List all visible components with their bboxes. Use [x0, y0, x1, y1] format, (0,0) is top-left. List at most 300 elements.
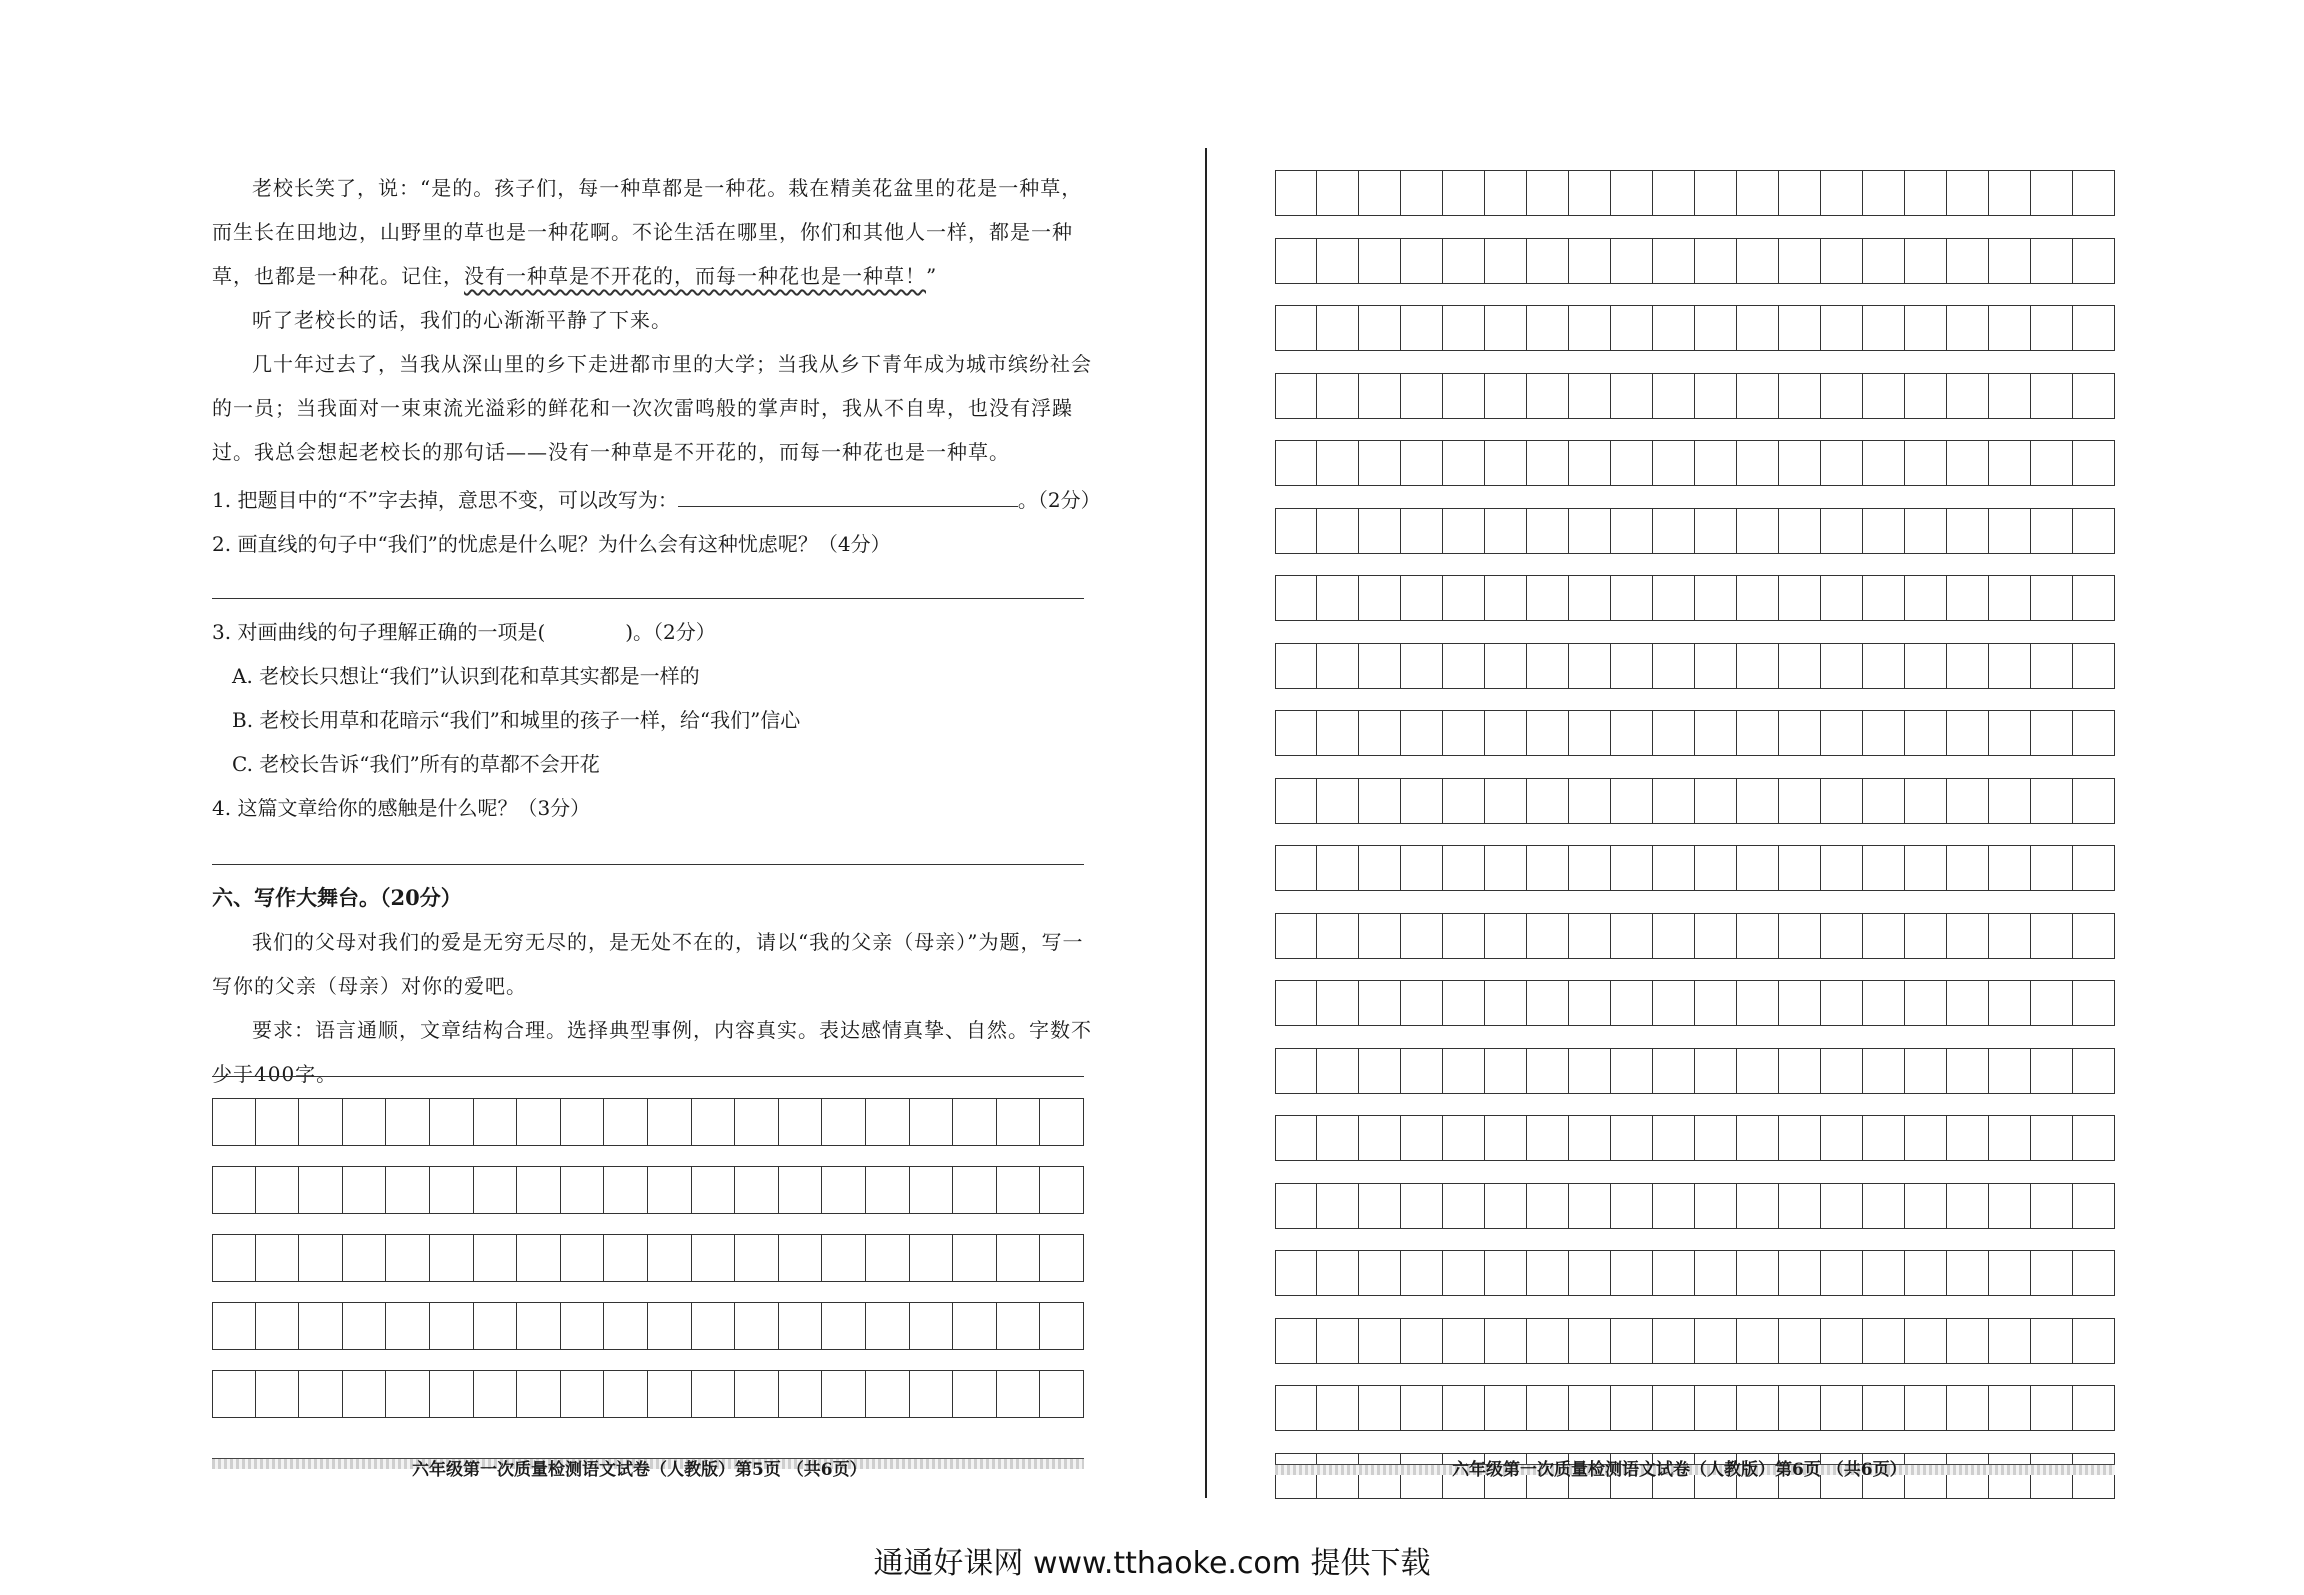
- grid-cell[interactable]: [1443, 306, 1485, 350]
- grid-cell[interactable]: [735, 1235, 779, 1281]
- grid-cell[interactable]: [1947, 644, 1989, 688]
- grid-cell[interactable]: [1695, 1049, 1737, 1093]
- grid-cell[interactable]: [1527, 1386, 1569, 1430]
- grid-cell[interactable]: [1695, 441, 1737, 485]
- grid-cell[interactable]: [1653, 1184, 1695, 1228]
- grid-cell[interactable]: [386, 1303, 430, 1349]
- grid-cell[interactable]: [1821, 846, 1863, 890]
- grid-cell[interactable]: [1737, 1251, 1779, 1295]
- grid-cell[interactable]: [779, 1303, 823, 1349]
- grid-cell[interactable]: [1569, 1184, 1611, 1228]
- grid-cell[interactable]: [1317, 576, 1359, 620]
- grid-cell[interactable]: [1989, 374, 2031, 418]
- grid-cell[interactable]: [866, 1167, 910, 1213]
- grid-cell[interactable]: [1695, 171, 1737, 215]
- grid-cell[interactable]: [822, 1167, 866, 1213]
- grid-cell[interactable]: [256, 1235, 300, 1281]
- grid-cell[interactable]: [1275, 171, 1317, 215]
- grid-cell[interactable]: [1989, 1251, 2031, 1295]
- grid-cell[interactable]: [1569, 171, 1611, 215]
- grid-cell[interactable]: [386, 1099, 430, 1145]
- grid-cell[interactable]: [1443, 846, 1485, 890]
- grid-cell[interactable]: [1737, 846, 1779, 890]
- grid-cell[interactable]: [1779, 374, 1821, 418]
- grid-cell[interactable]: [1275, 306, 1317, 350]
- grid-cell[interactable]: [1821, 711, 1863, 755]
- grid-cell[interactable]: [1485, 1319, 1527, 1363]
- grid-cell[interactable]: [1695, 1116, 1737, 1160]
- grid-cell[interactable]: [1401, 1049, 1443, 1093]
- grid-cell[interactable]: [1040, 1099, 1084, 1145]
- grid-cell[interactable]: [1737, 1116, 1779, 1160]
- grid-cell[interactable]: [1611, 1116, 1653, 1160]
- grid-cell[interactable]: [299, 1099, 343, 1145]
- grid-cell[interactable]: [604, 1371, 648, 1417]
- grid-cell[interactable]: [1275, 846, 1317, 890]
- grid-cell[interactable]: [910, 1099, 954, 1145]
- grid-cell[interactable]: [1821, 914, 1863, 958]
- grid-cell[interactable]: [517, 1167, 561, 1213]
- grid-cell[interactable]: [1737, 1049, 1779, 1093]
- grid-cell[interactable]: [430, 1099, 474, 1145]
- grid-cell[interactable]: [1485, 914, 1527, 958]
- grid-cell[interactable]: [1611, 306, 1653, 350]
- grid-cell[interactable]: [343, 1235, 387, 1281]
- grid-cell[interactable]: [386, 1235, 430, 1281]
- grid-cell[interactable]: [1863, 1386, 1905, 1430]
- grid-cell[interactable]: [1611, 1319, 1653, 1363]
- grid-cell[interactable]: [1821, 441, 1863, 485]
- grid-cell[interactable]: [1695, 374, 1737, 418]
- grid-cell[interactable]: [2073, 1049, 2115, 1093]
- grid-cell[interactable]: [1653, 1386, 1695, 1430]
- grid-cell[interactable]: [1653, 1251, 1695, 1295]
- grid-cell[interactable]: [1569, 239, 1611, 283]
- grid-cell[interactable]: [822, 1371, 866, 1417]
- grid-cell[interactable]: [1317, 509, 1359, 553]
- grid-cell[interactable]: [1359, 1251, 1401, 1295]
- grid-cell[interactable]: [1737, 914, 1779, 958]
- grid-cell[interactable]: [1611, 1049, 1653, 1093]
- grid-cell[interactable]: [1040, 1235, 1084, 1281]
- grid-cell[interactable]: [1989, 1454, 2031, 1498]
- grid-cell[interactable]: [256, 1167, 300, 1213]
- grid-cell[interactable]: [1401, 239, 1443, 283]
- grid-cell[interactable]: [1947, 1049, 1989, 1093]
- grid-cell[interactable]: [648, 1371, 692, 1417]
- grid-cell[interactable]: [2073, 1251, 2115, 1295]
- grid-cell[interactable]: [1695, 1251, 1737, 1295]
- grid-cell[interactable]: [1821, 981, 1863, 1025]
- grid-cell[interactable]: [1275, 914, 1317, 958]
- grid-cell[interactable]: [1821, 779, 1863, 823]
- grid-cell[interactable]: [299, 1303, 343, 1349]
- grid-cell[interactable]: [1275, 1319, 1317, 1363]
- grid-cell[interactable]: [1401, 981, 1443, 1025]
- grid-cell[interactable]: [1443, 711, 1485, 755]
- grid-cell[interactable]: [1359, 576, 1401, 620]
- grid-cell[interactable]: [1779, 306, 1821, 350]
- grid-cell[interactable]: [1779, 239, 1821, 283]
- grid-cell[interactable]: [822, 1235, 866, 1281]
- grid-cell[interactable]: [1653, 239, 1695, 283]
- grid-cell[interactable]: [1485, 1049, 1527, 1093]
- grid-cell[interactable]: [1443, 1116, 1485, 1160]
- grid-cell[interactable]: [1611, 914, 1653, 958]
- grid-cell[interactable]: [1989, 914, 2031, 958]
- grid-cell[interactable]: [648, 1235, 692, 1281]
- grid-cell[interactable]: [1569, 306, 1611, 350]
- grid-cell[interactable]: [1695, 1319, 1737, 1363]
- grid-cell[interactable]: [1275, 779, 1317, 823]
- grid-cell[interactable]: [1569, 981, 1611, 1025]
- grid-cell[interactable]: [1527, 1116, 1569, 1160]
- grid-cell[interactable]: [1569, 374, 1611, 418]
- grid-cell[interactable]: [1653, 1116, 1695, 1160]
- grid-cell[interactable]: [1653, 914, 1695, 958]
- grid-cell[interactable]: [692, 1167, 736, 1213]
- grid-cell[interactable]: [1317, 981, 1359, 1025]
- grid-cell[interactable]: [1989, 306, 2031, 350]
- grid-cell[interactable]: [997, 1167, 1041, 1213]
- grid-cell[interactable]: [343, 1167, 387, 1213]
- grid-cell[interactable]: [1653, 779, 1695, 823]
- grid-cell[interactable]: [1569, 576, 1611, 620]
- grid-cell[interactable]: [1821, 1116, 1863, 1160]
- grid-cell[interactable]: [1443, 1049, 1485, 1093]
- grid-cell[interactable]: [1275, 981, 1317, 1025]
- grid-cell[interactable]: [1611, 779, 1653, 823]
- grid-cell[interactable]: [517, 1303, 561, 1349]
- grid-cell[interactable]: [2031, 1251, 2073, 1295]
- grid-cell[interactable]: [1401, 1319, 1443, 1363]
- grid-cell[interactable]: [1569, 1386, 1611, 1430]
- grid-cell[interactable]: [1863, 1116, 1905, 1160]
- grid-cell[interactable]: [299, 1167, 343, 1213]
- grid-cell[interactable]: [1317, 239, 1359, 283]
- grid-cell[interactable]: [1317, 711, 1359, 755]
- answer-line-q2[interactable]: [212, 598, 1084, 599]
- grid-cell[interactable]: [1779, 1116, 1821, 1160]
- grid-cell[interactable]: [1275, 374, 1317, 418]
- grid-cell[interactable]: [1863, 239, 1905, 283]
- grid-cell[interactable]: [1401, 374, 1443, 418]
- grid-cell[interactable]: [1443, 441, 1485, 485]
- grid-cell[interactable]: [1401, 576, 1443, 620]
- grid-cell[interactable]: [1989, 239, 2031, 283]
- grid-cell[interactable]: [430, 1371, 474, 1417]
- grid-cell[interactable]: [1040, 1303, 1084, 1349]
- grid-cell[interactable]: [1569, 1049, 1611, 1093]
- grid-cell[interactable]: [1905, 1454, 1947, 1498]
- grid-cell[interactable]: [1653, 846, 1695, 890]
- grid-cell[interactable]: [1863, 711, 1905, 755]
- grid-cell[interactable]: [2031, 981, 2073, 1025]
- grid-cell[interactable]: [692, 1371, 736, 1417]
- grid-cell[interactable]: [1779, 1184, 1821, 1228]
- grid-cell[interactable]: [1317, 1251, 1359, 1295]
- grid-cell[interactable]: [2073, 981, 2115, 1025]
- grid-cell[interactable]: [648, 1099, 692, 1145]
- grid-cell[interactable]: [1275, 441, 1317, 485]
- grid-cell[interactable]: [1485, 509, 1527, 553]
- grid-cell[interactable]: [1359, 171, 1401, 215]
- grid-cell[interactable]: [1779, 779, 1821, 823]
- grid-cell[interactable]: [1947, 509, 1989, 553]
- grid-cell[interactable]: [474, 1099, 518, 1145]
- grid-cell[interactable]: [1947, 1251, 1989, 1295]
- grid-cell[interactable]: [2073, 1386, 2115, 1430]
- grid-cell[interactable]: [1695, 644, 1737, 688]
- grid-cell[interactable]: [1317, 1116, 1359, 1160]
- grid-cell[interactable]: [1653, 1319, 1695, 1363]
- grid-cell[interactable]: [1905, 981, 1947, 1025]
- grid-cell[interactable]: [1737, 509, 1779, 553]
- grid-cell[interactable]: [1863, 509, 1905, 553]
- grid-cell[interactable]: [430, 1235, 474, 1281]
- grid-cell[interactable]: [2073, 711, 2115, 755]
- grid-cell[interactable]: [1443, 644, 1485, 688]
- grid-cell[interactable]: [1905, 374, 1947, 418]
- grid-cell[interactable]: [1317, 1319, 1359, 1363]
- grid-cell[interactable]: [1275, 1386, 1317, 1430]
- grid-cell[interactable]: [1275, 576, 1317, 620]
- grid-cell[interactable]: [561, 1371, 605, 1417]
- grid-cell[interactable]: [1695, 981, 1737, 1025]
- grid-cell[interactable]: [1779, 1251, 1821, 1295]
- grid-cell[interactable]: [1905, 576, 1947, 620]
- grid-cell[interactable]: [1695, 306, 1737, 350]
- grid-cell[interactable]: [2073, 374, 2115, 418]
- grid-cell[interactable]: [1905, 1049, 1947, 1093]
- grid-cell[interactable]: [2031, 171, 2073, 215]
- grid-cell[interactable]: [1653, 644, 1695, 688]
- grid-cell[interactable]: [1359, 846, 1401, 890]
- grid-cell[interactable]: [561, 1167, 605, 1213]
- grid-cell[interactable]: [1947, 171, 1989, 215]
- grid-cell[interactable]: [1317, 644, 1359, 688]
- grid-cell[interactable]: [1485, 1386, 1527, 1430]
- grid-cell[interactable]: [1317, 306, 1359, 350]
- grid-cell[interactable]: [212, 1303, 256, 1349]
- grid-cell[interactable]: [1737, 306, 1779, 350]
- grid-cell[interactable]: [604, 1235, 648, 1281]
- grid-cell[interactable]: [1905, 1386, 1947, 1430]
- writing-grid-page-6[interactable]: [1275, 170, 2115, 1520]
- grid-cell[interactable]: [1905, 711, 1947, 755]
- grid-cell[interactable]: [1737, 711, 1779, 755]
- grid-cell[interactable]: [1401, 711, 1443, 755]
- grid-cell[interactable]: [1317, 1049, 1359, 1093]
- grid-cell[interactable]: [779, 1235, 823, 1281]
- grid-cell[interactable]: [1527, 509, 1569, 553]
- grid-cell[interactable]: [1947, 374, 1989, 418]
- grid-cell[interactable]: [1485, 576, 1527, 620]
- grid-cell[interactable]: [997, 1099, 1041, 1145]
- grid-cell[interactable]: [1401, 1184, 1443, 1228]
- answer-blank-q1[interactable]: [678, 478, 1018, 507]
- grid-cell[interactable]: [1485, 1184, 1527, 1228]
- grid-cell[interactable]: [1737, 779, 1779, 823]
- grid-cell[interactable]: [561, 1099, 605, 1145]
- grid-cell[interactable]: [1317, 1184, 1359, 1228]
- grid-cell[interactable]: [1653, 441, 1695, 485]
- grid-cell[interactable]: [1947, 306, 1989, 350]
- grid-cell[interactable]: [1401, 1251, 1443, 1295]
- grid-cell[interactable]: [1485, 779, 1527, 823]
- grid-cell[interactable]: [1821, 1184, 1863, 1228]
- grid-cell[interactable]: [648, 1303, 692, 1349]
- grid-cell[interactable]: [430, 1167, 474, 1213]
- grid-cell[interactable]: [1359, 779, 1401, 823]
- grid-cell[interactable]: [1905, 1116, 1947, 1160]
- grid-cell[interactable]: [1947, 1386, 1989, 1430]
- grid-cell[interactable]: [1527, 441, 1569, 485]
- grid-cell[interactable]: [1863, 441, 1905, 485]
- grid-cell[interactable]: [1947, 981, 1989, 1025]
- grid-cell[interactable]: [1989, 1049, 2031, 1093]
- grid-cell[interactable]: [779, 1167, 823, 1213]
- grid-cell[interactable]: [1905, 306, 1947, 350]
- grid-cell[interactable]: [1989, 711, 2031, 755]
- grid-cell[interactable]: [1527, 914, 1569, 958]
- grid-cell[interactable]: [1905, 239, 1947, 283]
- grid-cell[interactable]: [692, 1235, 736, 1281]
- answer-line-q4[interactable]: [212, 864, 1084, 865]
- grid-cell[interactable]: [343, 1303, 387, 1349]
- grid-cell[interactable]: [2073, 1319, 2115, 1363]
- grid-cell[interactable]: [1863, 846, 1905, 890]
- grid-cell[interactable]: [1401, 306, 1443, 350]
- grid-cell[interactable]: [1611, 171, 1653, 215]
- grid-cell[interactable]: [1947, 846, 1989, 890]
- grid-cell[interactable]: [1695, 1184, 1737, 1228]
- grid-cell[interactable]: [2031, 779, 2073, 823]
- grid-cell[interactable]: [474, 1235, 518, 1281]
- grid-cell[interactable]: [212, 1235, 256, 1281]
- grid-cell[interactable]: [1401, 779, 1443, 823]
- grid-cell[interactable]: [1947, 711, 1989, 755]
- grid-cell[interactable]: [1779, 1049, 1821, 1093]
- grid-cell[interactable]: [343, 1099, 387, 1145]
- grid-cell[interactable]: [1443, 981, 1485, 1025]
- grid-cell[interactable]: [735, 1167, 779, 1213]
- grid-cell[interactable]: [1863, 779, 1905, 823]
- grid-cell[interactable]: [1359, 374, 1401, 418]
- grid-cell[interactable]: [1275, 239, 1317, 283]
- grid-cell[interactable]: [1611, 644, 1653, 688]
- grid-cell[interactable]: [517, 1235, 561, 1281]
- grid-cell[interactable]: [953, 1099, 997, 1145]
- grid-cell[interactable]: [1989, 981, 2031, 1025]
- grid-cell[interactable]: [1863, 1251, 1905, 1295]
- grid-cell[interactable]: [1737, 171, 1779, 215]
- grid-cell[interactable]: [1863, 306, 1905, 350]
- grid-cell[interactable]: [1401, 846, 1443, 890]
- grid-cell[interactable]: [1485, 1116, 1527, 1160]
- grid-cell[interactable]: [866, 1303, 910, 1349]
- grid-cell[interactable]: [1947, 1184, 1989, 1228]
- grid-cell[interactable]: [1485, 239, 1527, 283]
- grid-cell[interactable]: [1611, 374, 1653, 418]
- grid-cell[interactable]: [212, 1371, 256, 1417]
- grid-cell[interactable]: [1989, 1386, 2031, 1430]
- grid-cell[interactable]: [1821, 1386, 1863, 1430]
- grid-cell[interactable]: [1653, 1049, 1695, 1093]
- grid-cell[interactable]: [1611, 1251, 1653, 1295]
- grid-cell[interactable]: [2031, 1386, 2073, 1430]
- grid-cell[interactable]: [1401, 914, 1443, 958]
- grid-cell[interactable]: [1905, 779, 1947, 823]
- grid-cell[interactable]: [1275, 1116, 1317, 1160]
- grid-cell[interactable]: [735, 1303, 779, 1349]
- grid-cell[interactable]: [1905, 1251, 1947, 1295]
- grid-cell[interactable]: [1527, 1184, 1569, 1228]
- grid-cell[interactable]: [1359, 306, 1401, 350]
- grid-cell[interactable]: [1485, 711, 1527, 755]
- grid-cell[interactable]: [1737, 374, 1779, 418]
- grid-cell[interactable]: [1863, 914, 1905, 958]
- grid-cell[interactable]: [1317, 374, 1359, 418]
- grid-cell[interactable]: [1737, 981, 1779, 1025]
- grid-cell[interactable]: [1611, 981, 1653, 1025]
- grid-cell[interactable]: [2031, 441, 2073, 485]
- grid-cell[interactable]: [2031, 1116, 2073, 1160]
- grid-cell[interactable]: [1947, 779, 1989, 823]
- grid-cell[interactable]: [1527, 846, 1569, 890]
- grid-cell[interactable]: [1989, 779, 2031, 823]
- grid-cell[interactable]: [1947, 441, 1989, 485]
- grid-cell[interactable]: [1779, 644, 1821, 688]
- grid-cell[interactable]: [2031, 846, 2073, 890]
- grid-cell[interactable]: [1821, 1251, 1863, 1295]
- grid-cell[interactable]: [343, 1371, 387, 1417]
- grid-cell[interactable]: [1611, 509, 1653, 553]
- grid-cell[interactable]: [1443, 914, 1485, 958]
- grid-cell[interactable]: [1401, 644, 1443, 688]
- grid-cell[interactable]: [1569, 441, 1611, 485]
- grid-cell[interactable]: [212, 1167, 256, 1213]
- grid-cell[interactable]: [1401, 509, 1443, 553]
- grid-cell[interactable]: [2031, 1049, 2073, 1093]
- grid-cell[interactable]: [1737, 1184, 1779, 1228]
- grid-cell[interactable]: [1527, 711, 1569, 755]
- grid-cell[interactable]: [1569, 846, 1611, 890]
- grid-cell[interactable]: [1989, 1319, 2031, 1363]
- grid-cell[interactable]: [1359, 644, 1401, 688]
- grid-cell[interactable]: [1527, 374, 1569, 418]
- grid-cell[interactable]: [1275, 1454, 1317, 1498]
- grid-cell[interactable]: [1527, 1049, 1569, 1093]
- grid-cell[interactable]: [1485, 981, 1527, 1025]
- grid-cell[interactable]: [1947, 1116, 1989, 1160]
- grid-cell[interactable]: [1905, 644, 1947, 688]
- grid-cell[interactable]: [1485, 374, 1527, 418]
- grid-cell[interactable]: [1569, 914, 1611, 958]
- grid-cell[interactable]: [1905, 914, 1947, 958]
- grid-cell[interactable]: [299, 1235, 343, 1281]
- grid-cell[interactable]: [2073, 306, 2115, 350]
- grid-cell[interactable]: [1989, 1184, 2031, 1228]
- grid-cell[interactable]: [1527, 306, 1569, 350]
- grid-cell[interactable]: [1569, 779, 1611, 823]
- grid-cell[interactable]: [386, 1167, 430, 1213]
- grid-cell[interactable]: [2031, 306, 2073, 350]
- grid-cell[interactable]: [1569, 1319, 1611, 1363]
- grid-cell[interactable]: [1485, 306, 1527, 350]
- grid-cell[interactable]: [1779, 981, 1821, 1025]
- grid-cell[interactable]: [1359, 1386, 1401, 1430]
